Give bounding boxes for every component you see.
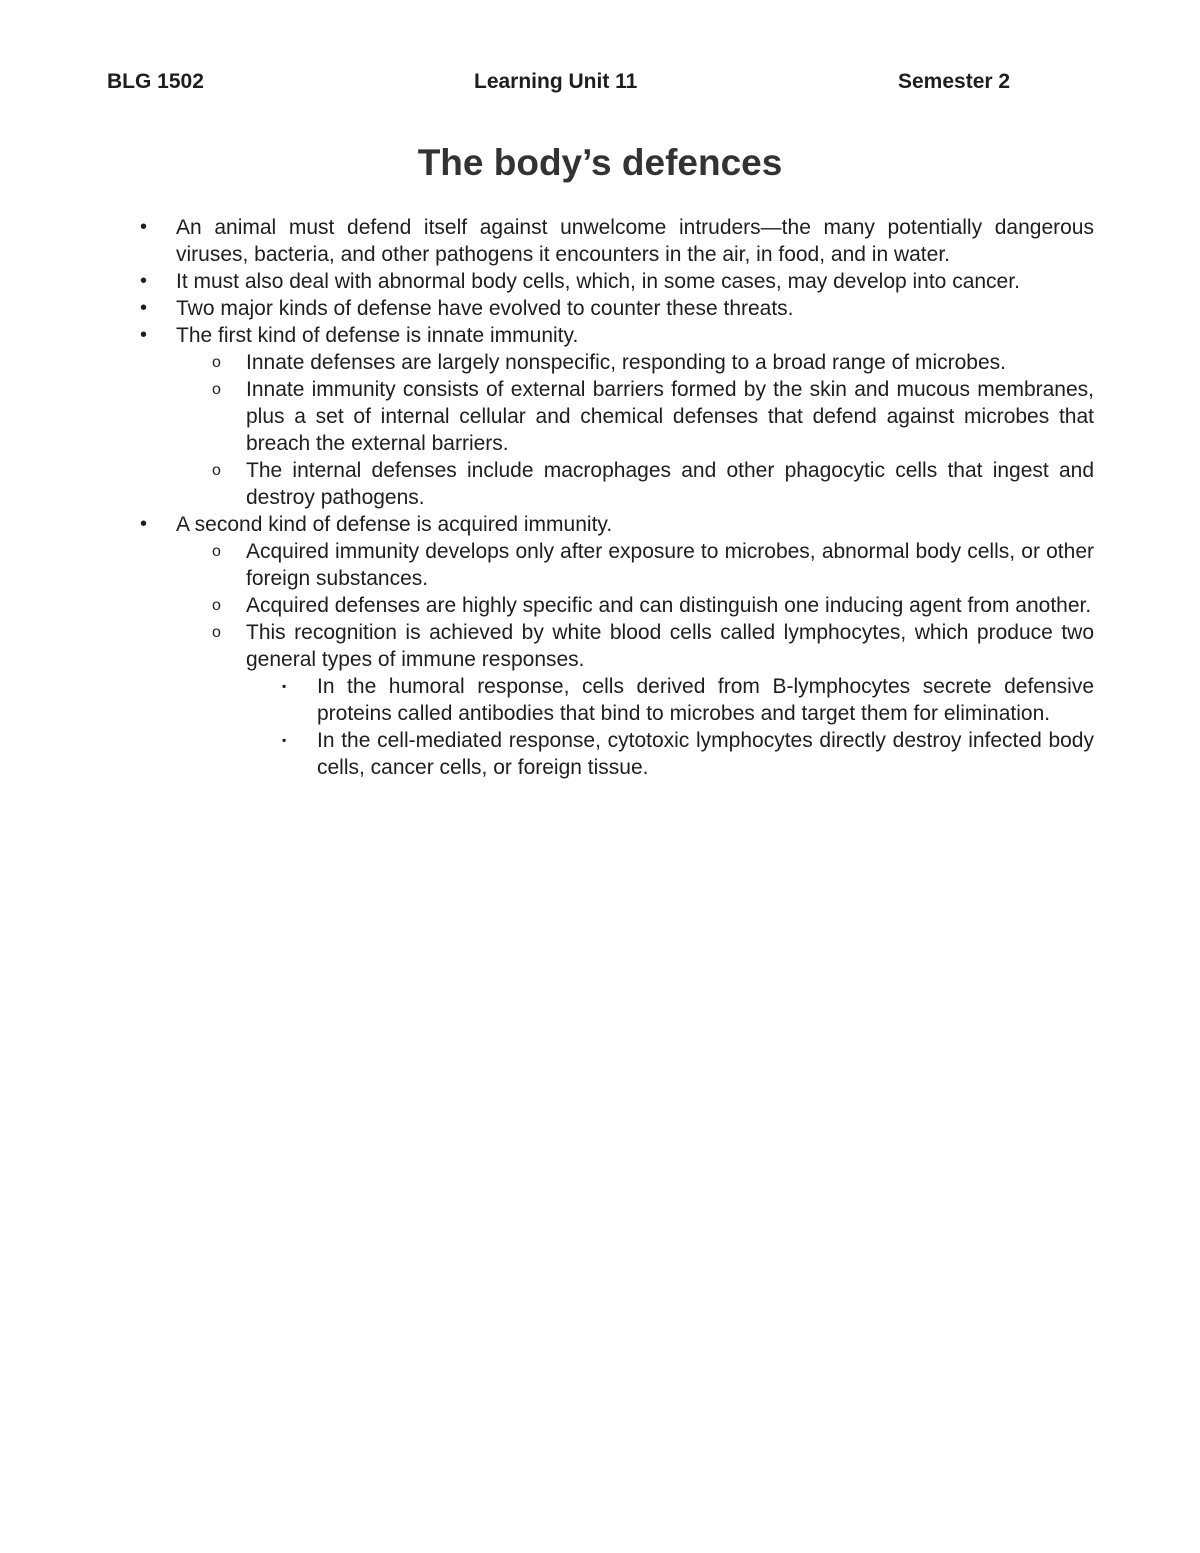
circle-bullet-icon: o — [212, 462, 221, 479]
sub-list-item-text: Acquired immunity develops only after exposure to microbes, abnormal body cells, or other foreign substances. — [246, 540, 1094, 590]
bullet-icon: • — [140, 297, 148, 319]
list-item — [140, 295, 1094, 322]
list-item — [140, 511, 1094, 538]
square-bullet-icon: ▪ — [282, 679, 287, 693]
page-header — [0, 70, 1200, 100]
sub-list-item-text: Innate defenses are largely nonspecific, responding to a broad range of microbes. — [246, 351, 1006, 374]
bullet-icon: • — [140, 270, 148, 292]
sub-sub-list-item — [140, 727, 1094, 781]
page-title: The body’s defences — [417, 142, 783, 183]
list-item-text: An animal must defend itself against unwelcome intruders—the many potentially dangerous viruses, bacteria, and other pathogens it encounters in the air, in food, and in water. — [176, 216, 1094, 266]
square-bullet-icon: ▪ — [282, 733, 287, 747]
sub-list-item — [140, 457, 1094, 511]
list-item-text: Two major kinds of defense have evolved to counter these threats. — [176, 297, 794, 320]
sub-sub-list-item — [140, 673, 1094, 727]
bullet-icon: • — [140, 216, 148, 238]
sub-list-item — [140, 376, 1094, 457]
circle-bullet-icon: o — [212, 597, 221, 614]
bullet-list — [140, 511, 1094, 538]
sub-list-item-text: The internal defenses include macrophages and other phagocytic cells that ingest and destroy pathogens. — [246, 459, 1094, 509]
sub-list-item-text: Acquired defenses are highly specific and can distinguish one inducing agent from another. — [246, 594, 1092, 617]
list-item-text: The first kind of defense is innate immunity. — [176, 324, 579, 347]
semester-label: Semester 2 — [898, 70, 1011, 93]
circle-bullet-icon: o — [212, 354, 221, 371]
list-item — [140, 268, 1094, 295]
sub-list-item — [140, 538, 1094, 592]
sub-sub-bullet-list — [140, 673, 1094, 781]
course-code: BLG 1502 — [107, 70, 204, 93]
sub-list-item — [140, 592, 1094, 619]
sub-bullet-list — [140, 538, 1094, 673]
circle-bullet-icon: o — [212, 543, 221, 560]
sub-sub-list-item-text: In the humoral response, cells derived from B-lymphocytes secrete defensive proteins called antibodies that bind to microbes and target them for elimination. — [317, 675, 1094, 725]
list-item — [140, 322, 1094, 349]
document-body — [140, 214, 1094, 781]
sub-list-item — [140, 349, 1094, 376]
sub-list-item-text: This recognition is achieved by white blood cells called lymphocytes, which produce two general types of immune responses. — [246, 621, 1094, 671]
unit-title: Learning Unit 11 — [474, 70, 638, 93]
circle-bullet-icon: o — [212, 381, 221, 398]
list-item — [140, 214, 1094, 268]
sub-list-item — [140, 619, 1094, 673]
bullet-list — [140, 214, 1094, 349]
bullet-icon: • — [140, 324, 148, 346]
sub-list-item-text: Innate immunity consists of external barriers formed by the skin and mucous membranes, plus a set of internal cellular and chemical defenses that defend against microbes that breach the external barriers. — [246, 378, 1094, 455]
list-item-text: A second kind of defense is acquired immunity. — [176, 513, 613, 536]
bullet-icon: • — [140, 513, 148, 535]
list-item-text: It must also deal with abnormal body cells, which, in some cases, may develop into cancer. — [176, 270, 1020, 293]
sub-sub-list-item-text: In the cell-mediated response, cytotoxic lymphocytes directly destroy infected body cells, cancer cells, or foreign tissue. — [317, 729, 1094, 779]
circle-bullet-icon: o — [212, 624, 221, 641]
sub-bullet-list — [140, 349, 1094, 511]
